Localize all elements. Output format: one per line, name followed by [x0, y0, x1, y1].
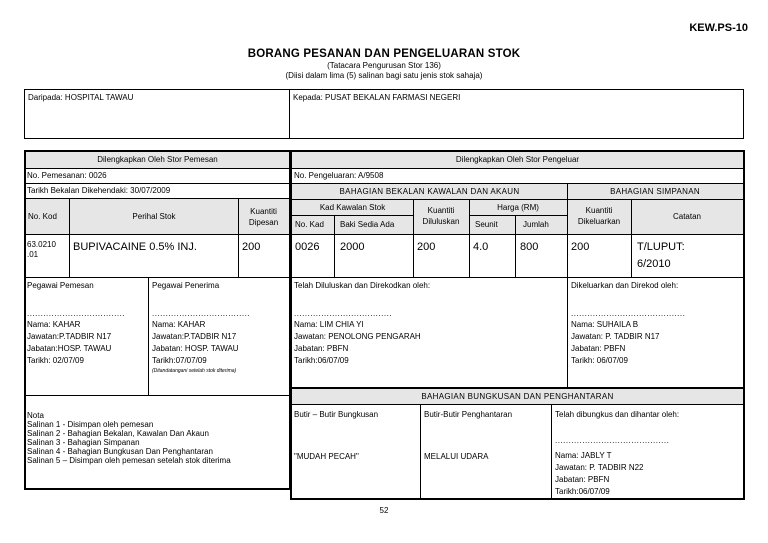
- issue-no: No. Pengeluaran: A/9508: [294, 171, 384, 180]
- form-code: KEW.PS-10: [689, 22, 748, 34]
- bungkusan-val2: MELALUI UDARA: [424, 452, 489, 461]
- nota-line-5: Salinan 5 – Disimpan oleh pemesan setelah stok diterima: [27, 456, 231, 465]
- pemesan-nama: Nama: KAHAR: [27, 320, 81, 329]
- bungkusan-col2: Butir-Butir Penghantaran: [424, 410, 513, 419]
- page-number: 52: [379, 506, 389, 515]
- item-qty: 200: [242, 241, 261, 253]
- bkka-title: BAHAGIAN BEKALAN KAWALAN DAN AKAUN: [339, 187, 520, 196]
- kuantiti-kel-header-1: Kuantiti: [585, 206, 613, 215]
- row-kuantiti: 200: [417, 241, 436, 253]
- row-baki: 2000: [340, 241, 365, 253]
- penerima-nama: Nama: KAHAR: [152, 320, 206, 329]
- row-dikeluarkan: 200: [571, 241, 590, 253]
- kuantiti-header-2: Diluluskan: [422, 217, 460, 226]
- form-title: BORANG PESANAN DAN PENGELUARAN STOK: [247, 48, 521, 60]
- nota-line-3: Salinan 3 - Bahagian Simpanan: [27, 438, 140, 447]
- keluar-tarikh: Tarikh: 06/07/09: [571, 356, 628, 365]
- catatan-header: Catatan: [672, 212, 702, 221]
- order-no: No. Pemesanan: 0026: [27, 171, 107, 180]
- kad-kawalan-header: Kad Kawalan Stok: [319, 203, 386, 212]
- col-kuantiti-1: Kuantiti: [250, 207, 277, 216]
- nota-line-1: Salinan 1 - Disimpan oleh pemesan: [27, 420, 154, 429]
- from-box: [24, 89, 290, 139]
- to-text: Kepada: PUSAT BEKALAN FARMASI NEGERI: [293, 93, 461, 102]
- lulus-label: Telah Diluluskan dan Direkodkan oleh:: [294, 281, 431, 290]
- lulus-tarikh: Tarikh:06/07/09: [294, 356, 349, 365]
- penerima-signature-line: ....................................: [152, 309, 251, 318]
- lulus-nama: Nama: LIM CHIA YI: [294, 320, 364, 329]
- pemesan-signature-line: ....................................: [27, 309, 126, 318]
- row-catatan-1: T/LUPUT:: [637, 241, 685, 253]
- harga-header: Harga (RM): [497, 203, 539, 212]
- bungkusan-nama: Nama: JABLY T: [555, 451, 612, 460]
- pemesan-label: Pegawai Pemesan: [27, 281, 94, 290]
- bungkusan-val1: "MUDAH PECAH": [294, 452, 359, 461]
- nota-line-2: Salinan 2 - Bahagian Bekalan, Kawalan Dan Akaun: [27, 429, 209, 438]
- right-section-title: Dilengkapkan Oleh Stor Pengeluar: [455, 155, 580, 164]
- keluar-signature-line: ..........................................: [571, 309, 686, 318]
- bungkusan-signature-line: ..........................................: [555, 436, 670, 445]
- form-subtitle-2: (Diisi dalam lima (5) salinan bagi satu jenis stok sahaja): [285, 71, 483, 80]
- row-catatan-2: 6/2010: [637, 258, 671, 270]
- bungkusan-col3: Telah dibungkus dan dihantar oleh:: [555, 410, 680, 419]
- item-code-1: 63.0210: [27, 240, 56, 249]
- keluar-jabatan: Jabatan: PBFN: [571, 344, 626, 353]
- bungkusan-col1: Butir – Butir Bungkusan: [294, 410, 379, 419]
- pemesan-jabatan: Jabatan:HOSP. TAWAU: [27, 344, 112, 353]
- col-perihal-stok: Perihal Stok: [132, 212, 176, 221]
- form-subtitle-1: (Tatacara Pengurusan Stor 136): [327, 61, 441, 70]
- penerima-jabatan: Jabatan: HOSP. TAWAU: [152, 344, 239, 353]
- bungkusan-tarikh: Tarikh:06/07/09: [555, 487, 610, 496]
- kuantiti-header-1: Kuantiti: [427, 206, 455, 215]
- bungkusan-title: BAHAGIAN BUNGKUSAN DAN PENGHANTARAN: [421, 392, 614, 401]
- keluar-nama: Nama: SUHAILA B: [571, 320, 639, 329]
- col-no-kod: No. Kod: [28, 212, 57, 221]
- bungkusan-jabatan: Jabatan: PBFN: [555, 475, 610, 484]
- seunit-header: Seunit: [475, 220, 498, 229]
- lulus-jabatan: Jabatan: PBFN: [294, 344, 349, 353]
- simpanan-title: BAHAGIAN SIMPANAN: [610, 187, 700, 196]
- lulus-jawatan: Jawatan: PENOLONG PENGARAH: [294, 332, 421, 341]
- penerima-label: Pegawai Penerima: [152, 281, 220, 290]
- row-jumlah: 800: [520, 241, 539, 253]
- item-desc: BUPIVACAINE 0.5% INJ.: [73, 241, 197, 253]
- pemesan-jawatan: Jawatan:P.TADBIR N17: [27, 332, 112, 341]
- keluar-label: Dikeluarkan dan Direkod oleh:: [571, 281, 679, 290]
- keluar-jawatan: Jawatan: P. TADBIR N17: [571, 332, 660, 341]
- pemesan-tarikh: Tarikh: 02/07/09: [27, 356, 84, 365]
- penerima-note: (Ditandatangani setelah stok diterima): [152, 368, 237, 374]
- kuantiti-kel-header-2: Dikeluarkan: [577, 217, 621, 226]
- col-kuantiti-2: Dipesan: [248, 218, 279, 227]
- penerima-jawatan: Jawatan:P.TADBIR N17: [152, 332, 237, 341]
- left-section-title: Dilengkapkan Oleh Stor Pemesan: [97, 155, 218, 164]
- row-seunit: 4.0: [473, 241, 489, 253]
- to-box: [289, 89, 744, 139]
- required-date: Tarikh Bekalan Dikehendaki: 30/07/2009: [27, 186, 171, 195]
- baki-header: Baki Sedia Ada: [340, 220, 395, 229]
- nota-title: Nota: [27, 411, 44, 420]
- nota-line-4: Salinan 4 - Bahagian Bungkusan Dan Penghantaran: [27, 447, 213, 456]
- penerima-tarikh: Tarikh:07/07/09: [152, 356, 207, 365]
- from-text: Daripada: HOSPITAL TAWAU: [28, 93, 134, 102]
- no-kad-header: No. Kad: [295, 220, 324, 229]
- lulus-signature-line: ....................................: [294, 309, 393, 318]
- bungkusan-jawatan: Jawatan: P. TADBIR N22: [555, 463, 644, 472]
- item-code-2: .01: [27, 250, 39, 259]
- jumlah-header: Jumlah: [523, 220, 549, 229]
- row-no-kad: 0026: [295, 241, 320, 253]
